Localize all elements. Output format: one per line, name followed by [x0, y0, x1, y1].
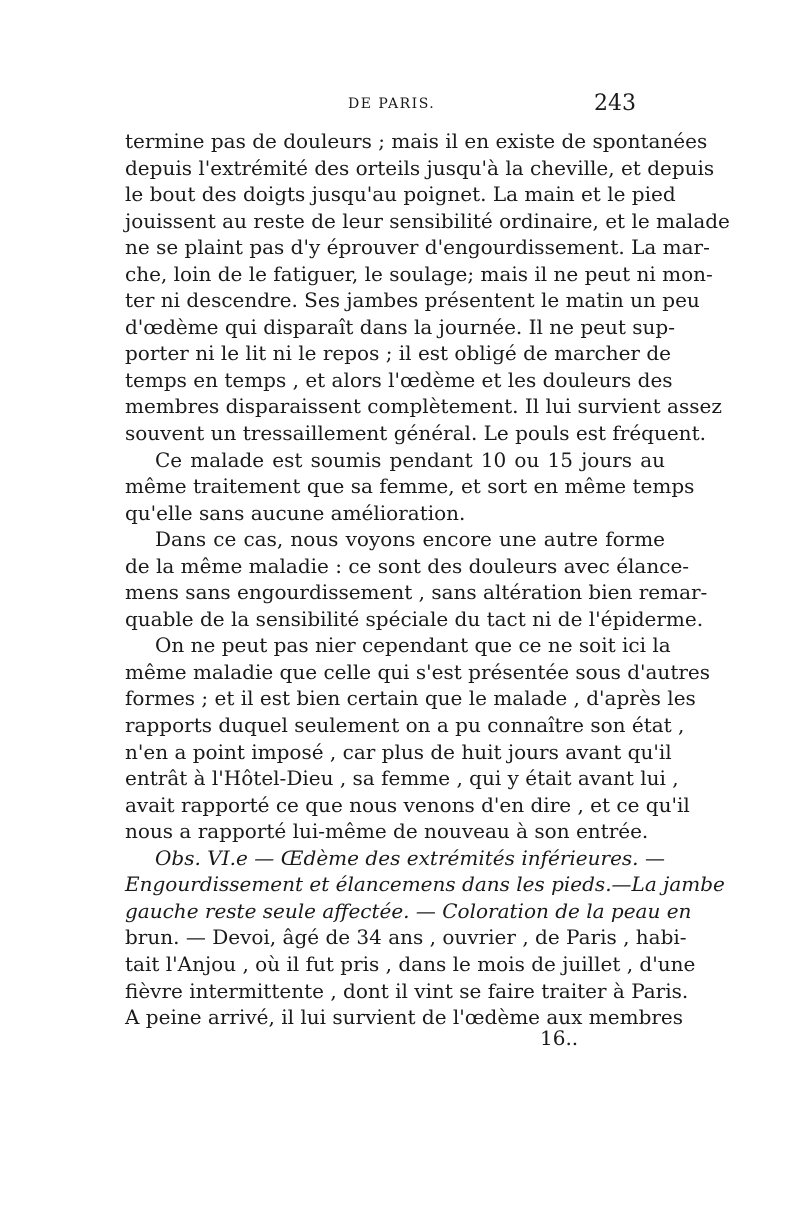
- text-line: che, loin de le fatiguer, le soulage; mais il ne peut ni mon-: [125, 261, 713, 286]
- text-line: formes ; et il est bien certain que le malade , d'après les: [125, 686, 696, 711]
- text-line: qu'elle sans aucune amélioration.: [125, 500, 466, 525]
- text-line: brun. — Devoi, âgé de 34 ans , ouvrier , de Paris , habi-: [125, 925, 687, 950]
- text-line: On ne peut pas nier cependant que ce ne soit ici la: [155, 633, 671, 658]
- text-line: termine pas de douleurs ; mais il en existe de spontanées: [125, 129, 708, 153]
- text-line: même traitement que sa femme, et sort en même temps: [125, 474, 695, 499]
- signature-mark: 16..: [540, 1026, 579, 1050]
- observation-heading-line: Obs. VI.e — Œdème des extrémités inférieures. —: [155, 845, 665, 870]
- text-line: Dans ce cas, nous voyons encore une autre forme: [155, 527, 665, 552]
- text-line: jouissent au reste de leur sensibilité ordinaire, et le malade: [125, 208, 730, 233]
- text-line: depuis l'extrémité des orteils jusqu'à la cheville, et depuis: [125, 155, 715, 180]
- text-line: mens sans engourdissement , sans altération bien remar-: [125, 580, 708, 605]
- text-line: le bout des doigts jusqu'au poignet. La main et le pied: [125, 182, 676, 207]
- running-head: [0, 91, 800, 126]
- text-line: A peine arrivé, il lui survient de l'œdème aux membres: [125, 1005, 684, 1030]
- text-line: ne se plaint pas d'y éprouver d'engourdissement. La mar-: [125, 235, 710, 260]
- text-line: rapports duquel seulement on a pu connaître son état ,: [125, 713, 685, 738]
- text-line: membres disparaissent complètement. Il lui survient assez: [125, 394, 722, 419]
- text-line: souvent un tressaillement général. Le pouls est fréquent.: [125, 421, 706, 446]
- body-text: [125, 128, 730, 1031]
- text-line: de la même maladie : ce sont des douleurs avec élance-: [125, 553, 690, 578]
- text-line: tait l'Anjou , où il fut pris , dans le mois de juillet , d'une: [125, 951, 696, 976]
- text-line: nous a rapporté lui-même de nouveau à son entrée.: [125, 819, 649, 844]
- text-line: avait rapporté ce que nous venons d'en dire , et ce qu'il: [125, 792, 690, 817]
- text-line: ter ni descendre. Ses jambes présentent le matin un peu: [125, 288, 700, 313]
- text-line: porter ni le lit ni le repos ; il est obligé de marcher de: [125, 341, 671, 366]
- text-line: temps en temps , et alors l'œdème et les douleurs des: [125, 367, 673, 392]
- text-line: quable de la sensibilité spéciale du tact ni de l'épiderme.: [125, 606, 704, 631]
- observation-heading-line: gauche reste seule affectée. — Coloration de la peau en: [125, 898, 692, 923]
- running-title: DE PARIS.: [348, 96, 436, 112]
- observation-heading-line: Engourdissement et élancemens dans les pieds.—La jambe: [125, 872, 725, 897]
- text-line: fièvre intermittente , dont il vint se faire traiter à Paris.: [125, 978, 689, 1003]
- text-line: même maladie que celle qui s'est présentée sous d'autres: [125, 659, 711, 684]
- text-line: entrât à l'Hôtel-Dieu , sa femme , qui y était avant lui ,: [125, 766, 679, 791]
- text-line: d'œdème qui disparaît dans la journée. Il ne peut sup-: [125, 314, 675, 339]
- text-line: n'en a point imposé , car plus de huit jours avant qu'il: [125, 739, 672, 764]
- page-number: 243: [594, 91, 636, 116]
- text-line: Ce malade est soumis pendant 10 ou 15 jours au: [155, 447, 665, 472]
